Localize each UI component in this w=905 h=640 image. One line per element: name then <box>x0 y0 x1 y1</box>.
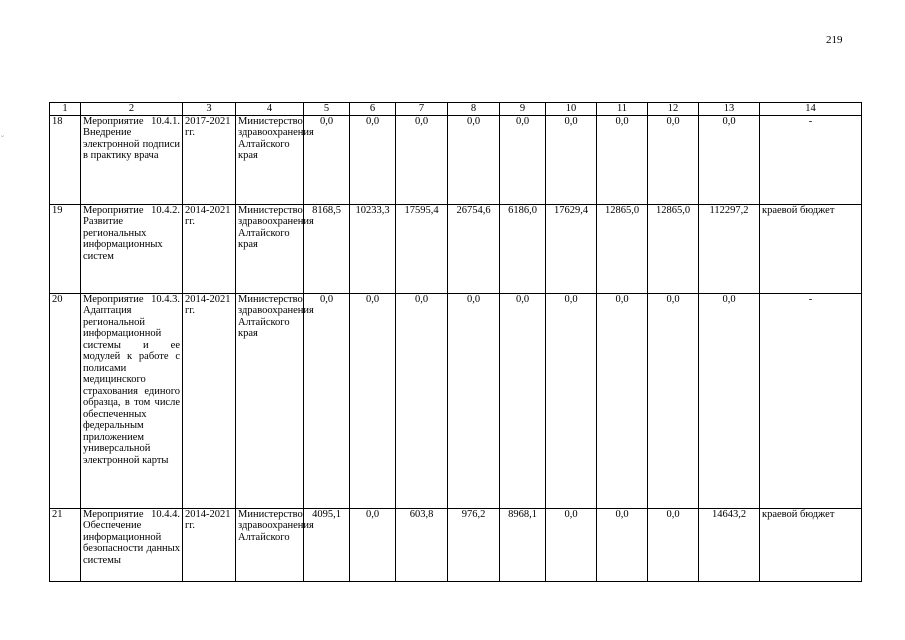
funding-source-cell: краевой бюджет <box>760 204 862 293</box>
measure-name-cell: Мероприятие 10.4.3. Адаптация региональной информационной системы и ее модулей к работе с полисами медицинского страхования единого образца, в том числе обеспеченных федеральным приложением универсальной электронной карты <box>81 293 183 508</box>
column-header: 1 <box>50 103 81 116</box>
executor-cell: Министерство здравоохранения Алтайского края <box>236 115 304 204</box>
table-row <box>50 508 862 581</box>
executor-cell: Министерство здравоохранения Алтайского края <box>236 293 304 508</box>
value-cell: 26754,6 <box>448 204 500 293</box>
measure-name-cell: Мероприятие 10.4.4. Обеспечение информационной безопасности данных системы <box>81 508 183 581</box>
column-header: 13 <box>699 103 760 116</box>
column-header: 12 <box>648 103 699 116</box>
value-cell: 0,0 <box>304 115 350 204</box>
value-cell: 0,0 <box>350 115 396 204</box>
value-cell: 12865,0 <box>648 204 699 293</box>
total-cell: 14643,2 <box>699 508 760 581</box>
value-cell: 0,0 <box>597 293 648 508</box>
row-number-cell: 20 <box>50 293 81 508</box>
value-cell: 0,0 <box>304 293 350 508</box>
measure-name-cell: Мероприятие 10.4.2. Развитие региональных информационных систем <box>81 204 183 293</box>
funding-source-cell: - <box>760 293 862 508</box>
total-cell: 112297,2 <box>699 204 760 293</box>
column-header: 10 <box>546 103 597 116</box>
value-cell: 0,0 <box>546 115 597 204</box>
column-header: 6 <box>350 103 396 116</box>
value-cell: 0,0 <box>448 115 500 204</box>
value-cell: 0,0 <box>350 508 396 581</box>
period-cell: 2014-2021 гг. <box>183 508 236 581</box>
value-cell: 0,0 <box>597 508 648 581</box>
table-row <box>50 293 862 508</box>
period-cell: 2017-2021 гг. <box>183 115 236 204</box>
value-cell: 0,0 <box>500 293 546 508</box>
column-header: 3 <box>183 103 236 116</box>
executor-cell: Министерство здравоохранения Алтайского края <box>236 204 304 293</box>
total-cell: 0,0 <box>699 293 760 508</box>
column-header: 8 <box>448 103 500 116</box>
value-cell: 4095,1 <box>304 508 350 581</box>
value-cell: 0,0 <box>396 293 448 508</box>
scan-artifact-mark: ˘ <box>1 134 4 144</box>
value-cell: 17629,4 <box>546 204 597 293</box>
column-header: 14 <box>760 103 862 116</box>
table-row <box>50 115 862 204</box>
program-measures-table <box>49 102 862 582</box>
value-cell: 0,0 <box>597 115 648 204</box>
value-cell: 0,0 <box>350 293 396 508</box>
column-header: 9 <box>500 103 546 116</box>
row-number-cell: 21 <box>50 508 81 581</box>
value-cell: 976,2 <box>448 508 500 581</box>
funding-source-cell: - <box>760 115 862 204</box>
period-cell: 2014-2021 гг. <box>183 204 236 293</box>
table-row <box>50 204 862 293</box>
value-cell: 603,8 <box>396 508 448 581</box>
column-header: 5 <box>304 103 350 116</box>
executor-cell: Министерство здравоохранения Алтайского <box>236 508 304 581</box>
column-header: 2 <box>81 103 183 116</box>
value-cell: 8168,5 <box>304 204 350 293</box>
value-cell: 0,0 <box>648 508 699 581</box>
value-cell: 8968,1 <box>500 508 546 581</box>
value-cell: 0,0 <box>500 115 546 204</box>
funding-source-cell: краевой бюджет <box>760 508 862 581</box>
row-number-cell: 18 <box>50 115 81 204</box>
value-cell: 6186,0 <box>500 204 546 293</box>
measure-name-cell: Мероприятие 10.4.1. Внедрение электронной подписи в практику врача <box>81 115 183 204</box>
value-cell: 0,0 <box>546 508 597 581</box>
column-header: 11 <box>597 103 648 116</box>
total-cell: 0,0 <box>699 115 760 204</box>
value-cell: 0,0 <box>648 293 699 508</box>
table-header-row <box>50 103 862 116</box>
value-cell: 12865,0 <box>597 204 648 293</box>
value-cell: 17595,4 <box>396 204 448 293</box>
period-cell: 2014-2021 гг. <box>183 293 236 508</box>
value-cell: 0,0 <box>648 115 699 204</box>
column-header: 4 <box>236 103 304 116</box>
page-number: 219 <box>826 34 843 46</box>
value-cell: 0,0 <box>448 293 500 508</box>
value-cell: 0,0 <box>396 115 448 204</box>
value-cell: 0,0 <box>546 293 597 508</box>
value-cell: 10233,3 <box>350 204 396 293</box>
column-header: 7 <box>396 103 448 116</box>
row-number-cell: 19 <box>50 204 81 293</box>
